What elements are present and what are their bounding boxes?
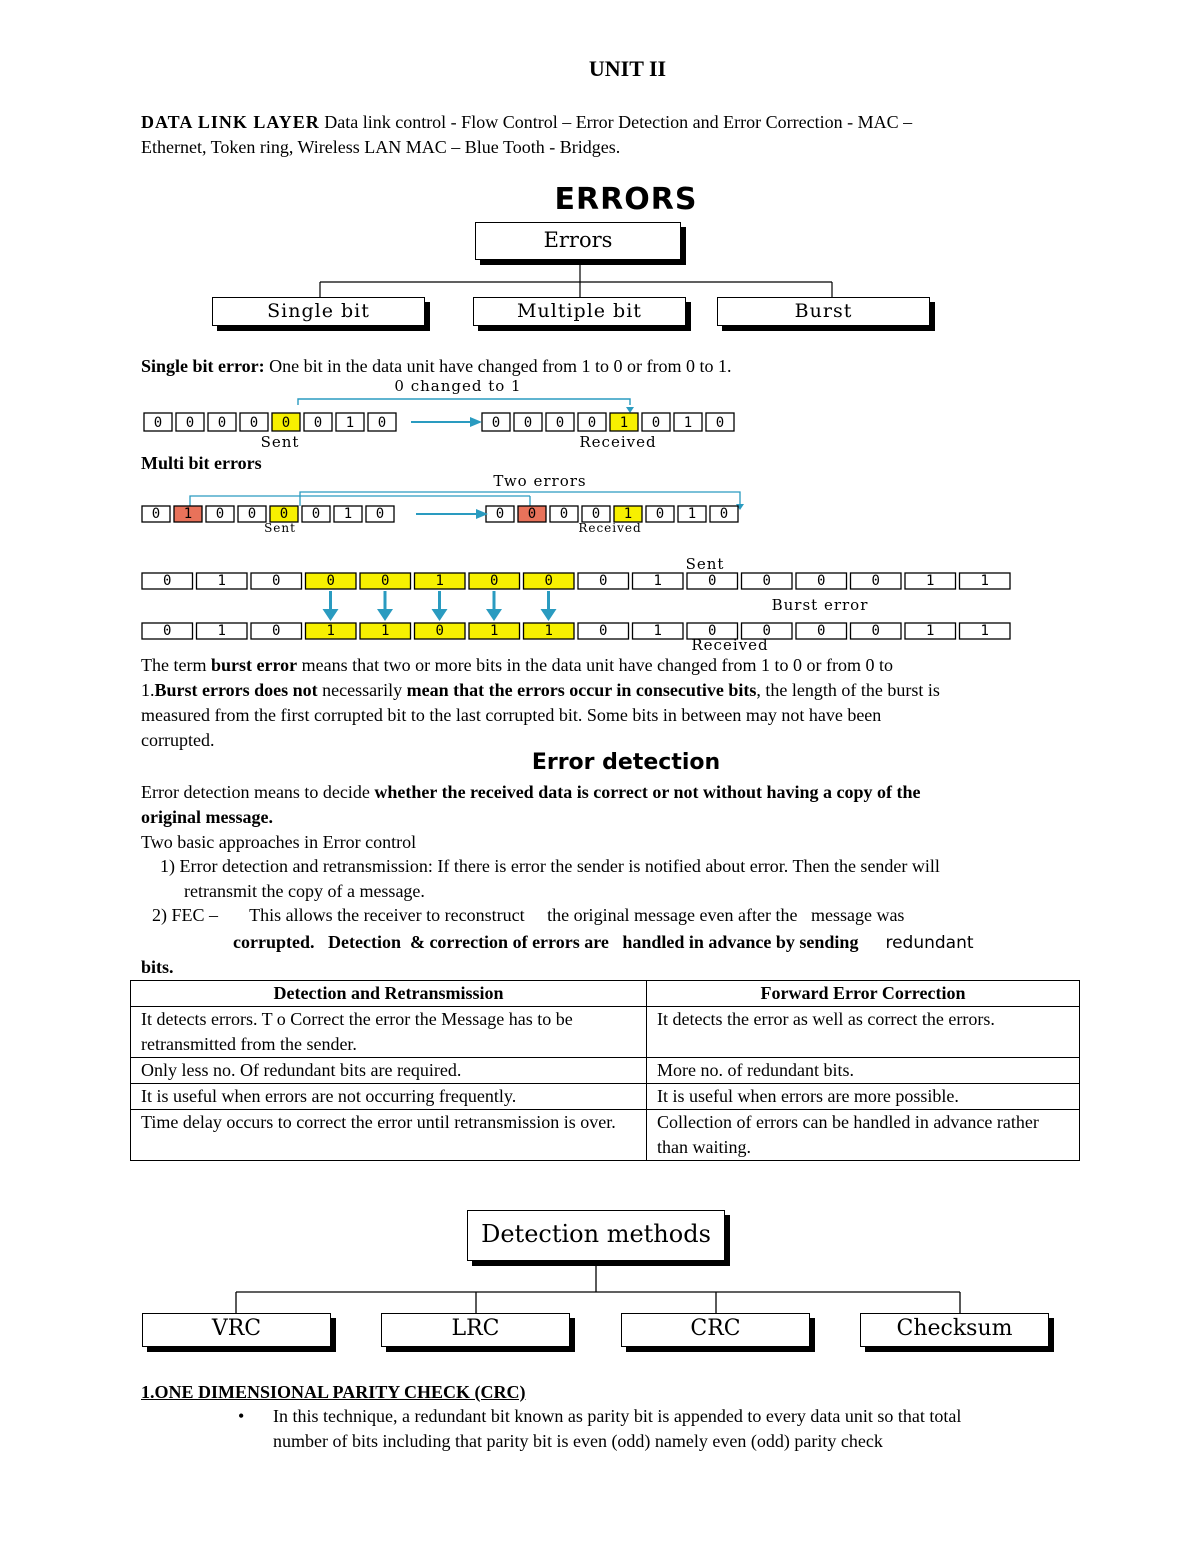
table-cell: Only less no. Of redundant bits are required. [131,1058,647,1084]
burst-received-bit: 0 [272,623,281,639]
approach-item-2-last: bits. [141,957,174,977]
multi-bit-received-bit: 1 [687,506,697,522]
approaches-line: Two basic approaches in Error control [141,832,417,852]
multi-bit-received-bit: 0 [559,506,569,522]
burst-arrow-head [323,609,339,621]
error-detection-text: Error detection means to decide [141,782,375,802]
burst-received-bit: 0 [163,623,172,639]
intro-label: DATA LINK LAYER [141,112,320,132]
multi-bit-sent-bit: 0 [375,506,385,522]
single-bit-sent-bit: 0 [281,415,291,431]
single-bit-diagram [140,375,760,453]
error-detection-heading: Error detection [531,750,721,775]
approach-item-1-line1: 1) Error detection and retransmission: If there is error the sender is notified about error. Then the sender will [160,856,940,876]
burst-arrow-head [377,609,393,621]
burst-received-bit: 1 [980,623,989,639]
error-detection-paragraph [141,780,1121,855]
multi-bit-received-label: Received [578,521,642,535]
multi-bit-sent-bit: 0 [151,506,161,522]
burst-error-label: Burst error [771,596,869,614]
burst-sent-bit: 1 [653,573,662,589]
single-bit-received-bit: 0 [651,415,661,431]
table-row [131,1058,1080,1084]
single-bit-received-bit: 0 [523,415,533,431]
multi-bit-received-bit: 0 [719,506,729,522]
burst-sent-bit: 0 [272,573,281,589]
burst-text-2: burst error [210,655,298,675]
burst-diagram [140,553,1020,653]
detection-tree-lines [230,1266,970,1316]
burst-received-bit: 1 [326,623,335,639]
approach-item-2-line2 [233,930,1113,956]
section1-bullet [273,1404,1133,1454]
burst-sent-bit: 0 [381,573,390,589]
single-bit-sent-bit: 1 [345,415,355,431]
single-bit-label: Single bit error: [141,356,265,376]
burst-text-6: necessarily [317,680,407,700]
burst-text-7: mean that the errors occur in consecutive bits [406,680,757,700]
burst-received-bits [142,623,1010,639]
multi-bit-received-bit: 0 [495,506,505,522]
burst-sent-bit: 0 [871,573,880,589]
multi-bit-sent-bit: 1 [183,506,193,522]
burst-received-bit: 0 [708,623,717,639]
multi-bit-sent-bit: 1 [343,506,353,522]
table-cell: It is useful when errors are not occurring frequently. [131,1084,647,1110]
multi-bit-received-bit: 1 [623,506,633,522]
detection-child-vrc: VRC [142,1313,331,1347]
section1-bullet-line2: number of bits including that parity bit is even (odd) namely even (odd) parity check [273,1431,883,1451]
multi-bit-sent-bit: 0 [311,506,321,522]
error-detection-bold2: original message. [141,807,273,827]
single-bit-received-bit: 1 [619,415,629,431]
single-bit-sent-bit: 0 [377,415,387,431]
approach-item-2-bold: corrupted. Detection & correction of errors are handled in advance by sending [233,932,859,952]
table-header-fec: Forward Error Correction [647,981,1080,1007]
burst-text-line4: corrupted. [141,730,215,750]
burst-received-bit: 0 [599,623,608,639]
multi-bit-received-bits [486,506,738,522]
single-bit-received-bit: 1 [683,415,693,431]
table-row [131,1084,1080,1110]
burst-text-3: means that two or more bits in the data unit have changed from 1 to 0 or from 0 to [297,655,893,675]
table-cell: Collection of errors can be handled in advance rather than waiting. [647,1110,1080,1161]
section1-bullet-line1: In this technique, a redundant bit known as parity bit is appended to every data unit so that total [273,1406,962,1426]
burst-text-1: The term [141,655,211,675]
burst-arrow-head [432,609,448,621]
burst-received-bit: 0 [435,623,444,639]
burst-received-bit: 1 [381,623,390,639]
burst-sent-bit: 0 [490,573,499,589]
single-bit-sent-bit: 0 [185,415,195,431]
burst-text-line3: measured from the first corrupted bit to the last corrupted bit. Some bits in between may not have been [141,705,882,725]
burst-sent-bit: 0 [762,573,771,589]
burst-received-bit: 1 [653,623,662,639]
burst-received-label: Received [691,636,769,653]
burst-sent-bit: 1 [926,573,935,589]
detection-child-checksum: Checksum [860,1313,1049,1347]
section1-heading: 1.ONE DIMENSIONAL PARITY CHECK (CRC) [141,1382,526,1402]
multi-bit-annotation: Two errors [493,472,587,490]
multi-bit-heading: Multi bit errors [141,453,262,473]
page-title: UNIT II [588,56,667,81]
burst-received-bit: 1 [217,623,226,639]
intro-line1: Data link control - Flow Control – Error Detection and Error Correction - MAC – [324,112,913,132]
single-bit-received-bits [482,413,734,431]
single-bit-sent-bit: 0 [249,415,259,431]
burst-text-4: 1. [141,680,155,700]
multi-bit-received-bit: 0 [655,506,665,522]
table-cell: More no. of redundant bits. [647,1058,1080,1084]
multi-bit-sent-bit: 0 [279,506,289,522]
table-header-row [131,981,1080,1007]
burst-sent-bit: 1 [435,573,444,589]
burst-received-bit: 0 [871,623,880,639]
burst-sent-bit: 0 [708,573,717,589]
table-cell: It detects the error as well as correct the errors. [647,1007,1080,1058]
approach-item-2-line1: 2) FEC – This allows the receiver to reconstruct the original message even after the message was [152,905,905,925]
table-row [131,1110,1080,1161]
burst-arrows [323,591,557,621]
approach-item-1 [160,854,1140,904]
errors-heading: ERRORS [554,182,698,217]
single-bit-received-bit: 0 [715,415,725,431]
table-cell: It is useful when errors are more possible. [647,1084,1080,1110]
burst-received-bit: 1 [544,623,553,639]
intro-line2: Ethernet, Token ring, Wireless LAN MAC – Blue Tooth - Bridges. [141,137,621,157]
error-detection-bold: whether the received data is correct or not without having a copy of the [374,782,921,802]
table-row [131,1007,1080,1058]
multi-bit-sent-bit: 0 [247,506,257,522]
burst-sent-bit: 1 [217,573,226,589]
burst-paragraph [141,653,1121,753]
approach-item-2 [152,903,1142,928]
burst-sent-bit: 0 [599,573,608,589]
burst-sent-bit: 0 [163,573,172,589]
single-bit-text: One bit in the data unit have changed from 1 to 0 or from 0 to 1. [269,356,732,376]
errors-root-box: Errors [475,222,681,260]
burst-sent-bits [142,573,1010,589]
burst-sent-bit: 0 [326,573,335,589]
multi-bit-received-bit: 0 [527,506,537,522]
single-bit-received-bit: 0 [491,415,501,431]
burst-text-5: Burst errors does not [154,680,318,700]
burst-sent-label: Sent [685,555,725,573]
multi-bit-received-bit: 0 [591,506,601,522]
single-bit-annotation: 0 changed to 1 [394,377,522,395]
burst-sent-bit: 0 [817,573,826,589]
single-bit-sent-label: Sent [260,433,300,451]
errors-tree-lines [200,258,940,302]
multi-bit-sent-bits [142,506,394,522]
single-bit-sent-bit: 0 [153,415,163,431]
multi-bit-sent-label: Sent [264,521,296,535]
burst-arrow-head [486,609,502,621]
single-bit-sent-bit: 0 [313,415,323,431]
table-cell: Time delay occurs to correct the error until retransmission is over. [131,1110,647,1161]
burst-received-bit: 1 [926,623,935,639]
single-bit-received-bit: 0 [555,415,565,431]
single-bit-sent-bits [144,413,396,431]
bullet-icon: • [238,1406,245,1426]
approach-item-2-tail: redundant [885,933,974,953]
comparison-table [130,980,1080,1161]
burst-arrow-head [541,609,557,621]
multi-bit-sent-bit: 0 [215,506,225,522]
errors-child-burst: Burst [717,297,930,326]
burst-text-8: , the length of the burst is [756,680,940,700]
burst-sent-bit: 1 [980,573,989,589]
burst-received-bit: 1 [490,623,499,639]
table-cell: It detects errors. T o Correct the error the Message has to be retransmitted from the sender. [131,1007,647,1058]
single-bit-sent-bit: 0 [217,415,227,431]
intro-paragraph [141,110,1121,160]
multi-bit-diagram [140,472,760,536]
errors-child-single-bit: Single bit [212,297,425,326]
detection-child-lrc: LRC [381,1313,570,1347]
burst-received-bit: 0 [817,623,826,639]
table-header-detection: Detection and Retransmission [131,981,647,1007]
detection-root-box: Detection methods [467,1210,725,1261]
single-bit-received-bit: 0 [587,415,597,431]
errors-child-multiple-bit: Multiple bit [473,297,686,326]
detection-child-crc: CRC [621,1313,810,1347]
burst-received-bit: 0 [762,623,771,639]
approach-item-1-line2: retransmit the copy of a message. [184,881,425,901]
burst-sent-bit: 0 [544,573,553,589]
single-bit-received-label: Received [579,433,657,451]
